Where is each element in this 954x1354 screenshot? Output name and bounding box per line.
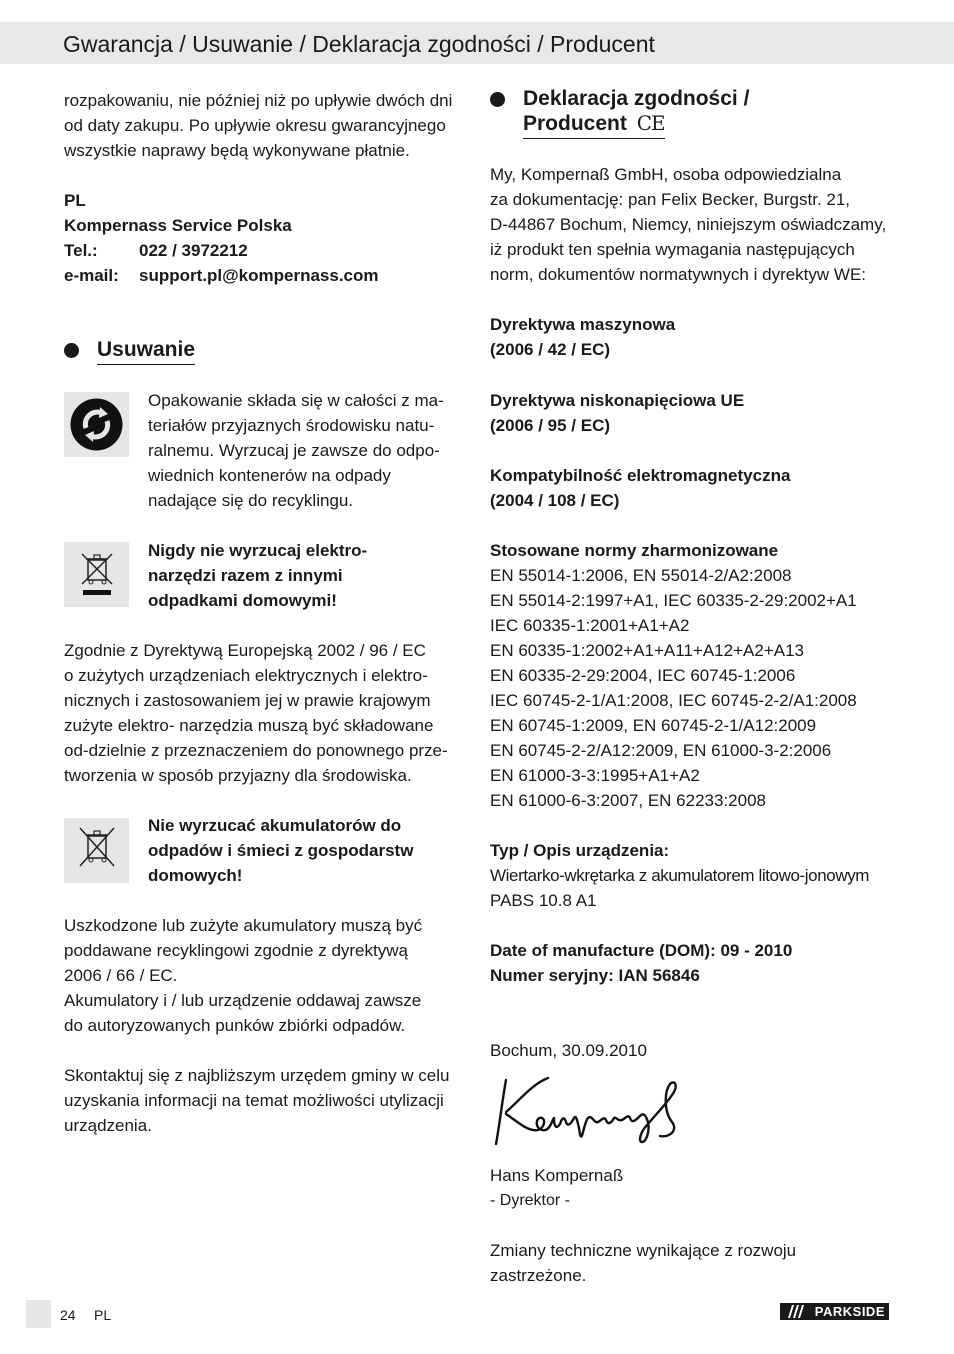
- brand-name: PARKSIDE: [814, 1304, 885, 1319]
- signer-name: Hans Kompernaß: [490, 1166, 624, 1185]
- tel-label: Tel.:: [64, 241, 98, 260]
- serial-number: Numer seryjny: IAN 56846: [490, 966, 700, 985]
- email-value[interactable]: support.pl@kompernass.com: [139, 266, 379, 285]
- declaration-heading-block: [523, 86, 749, 139]
- text-line: 2006 / 66 / EC.: [64, 966, 178, 985]
- text-line: tworzenia w sposób przyjazny dla środowiska.: [64, 766, 412, 785]
- text-line: Dyrektywa maszynowa: [490, 315, 676, 334]
- page-title: Gwarancja / Usuwanie / Deklaracja zgodności / Producent: [63, 31, 655, 57]
- declaration-heading-line1: Deklaracja zgodności /: [523, 87, 750, 110]
- text-line: zastrzeżone.: [490, 1266, 587, 1285]
- text-line: Nigdy nie wyrzucaj elektro-: [148, 541, 368, 560]
- text-line: domowych!: [148, 866, 243, 885]
- directive-emc: [490, 463, 910, 513]
- text-line: Nie wyrzucać akumulatorów do: [148, 816, 402, 835]
- directive-text: [64, 638, 464, 788]
- crossed-bin-icon: [64, 542, 129, 607]
- type-description: Wiertarko-wkrętarka z akumulatorem litowo-jonowym: [490, 866, 870, 885]
- type-model: PABS 10.8 A1: [490, 891, 597, 910]
- norm-line: EN 55014-1:2006, EN 55014-2/A2:2008: [490, 566, 792, 585]
- text-line: (2006 / 95 / EC): [490, 416, 611, 435]
- contact-tel: [64, 238, 464, 263]
- text-line: o zużytych urządzeniach elektrycznych i elektro-: [64, 666, 428, 685]
- language-code: PL: [94, 1307, 112, 1323]
- text-line: Zmiany techniczne wynikające z rozwoju: [490, 1241, 797, 1260]
- text-line: narzędzi razem z innymi: [148, 566, 343, 585]
- page-number: 24: [60, 1307, 76, 1323]
- place-date: [490, 1038, 910, 1063]
- text-line: nicznych i zastosowaniem jej w prawie krajowym: [64, 691, 431, 710]
- text-line: Uszkodzone lub zużyte akumulatory muszą być: [64, 916, 423, 935]
- signer-role: - Dyrektor -: [490, 1192, 570, 1209]
- text-line: (2004 / 108 / EC): [490, 491, 620, 510]
- norm-line: EN 60335-1:2002+A1+A11+A12+A2+A13: [490, 641, 804, 660]
- contact-email: [64, 263, 464, 288]
- contact-company: Kompernass Service Polska: [64, 216, 292, 235]
- text-line: Skontaktuj się z najbliższym urzędem gminy w celu: [64, 1066, 450, 1085]
- left-column: [64, 88, 464, 163]
- text-line: iż produkt ten spełnia wymagania następujących: [490, 240, 855, 259]
- text-line: ralnemu. Wyrzucaj je zawsze do odpo-: [148, 441, 440, 460]
- directive-machinery: [490, 312, 910, 362]
- intro-line: od daty zakupu. Po upływie okresu gwarancyjnego: [64, 116, 446, 135]
- battery-warning: [148, 813, 468, 888]
- service-contact: [64, 188, 464, 288]
- footer-marker: [26, 1300, 51, 1328]
- text-line: poddawane recyklingowi zgodnie z dyrektywą: [64, 941, 408, 960]
- packaging-text: [148, 388, 468, 513]
- weee-warning: [148, 538, 468, 613]
- text-line: odpadów i śmieci z gospodarstw: [148, 841, 414, 860]
- text-line: D-44867 Bochum, Niemcy, niniejszym oświadczamy,: [490, 215, 887, 234]
- bullet-icon: [490, 92, 505, 107]
- text-line: nadające się do recyklingu.: [148, 491, 354, 510]
- bullet-icon: [64, 343, 79, 358]
- text-line: odpadkami domowymi!: [148, 591, 337, 610]
- declaration-heading-line2-wrap: [523, 111, 665, 139]
- text-line: do autoryzowanych punków zbiórki odpadów.: [64, 1016, 406, 1035]
- technical-changes: [490, 1238, 910, 1288]
- norm-line: EN 60745-1:2009, EN 60745-2-1/A12:2009: [490, 716, 817, 735]
- declaration-heading-line2: Producent: [523, 112, 627, 135]
- norm-line: EN 55014-2:1997+A1, IEC 60335-2-29:2002+A1: [490, 591, 857, 610]
- intro-line: wszystkie naprawy będą wykonywane płatnie.: [64, 141, 410, 160]
- battery-text: [64, 913, 464, 1038]
- signer: [490, 1163, 910, 1213]
- norm-line: IEC 60335-1:2001+A1+A2: [490, 616, 690, 635]
- text-line: urządzenia.: [64, 1116, 152, 1135]
- usuwanie-heading: [64, 337, 195, 365]
- text-line: Kompatybilność elektromagnetyczna: [490, 466, 791, 485]
- text-line: Zgodnie z Dyrektywą Europejską 2002 / 96 / EC: [64, 641, 426, 660]
- place-date-text: Bochum, 30.09.2010: [490, 1041, 647, 1060]
- text-line: od-dzielnie z przeznaczeniem do ponownego prze-: [64, 741, 448, 760]
- text-line: zużyte elektro- narzędzia muszą być składowane: [64, 716, 434, 735]
- declaration-text: [490, 162, 910, 287]
- usuwanie-heading-text: Usuwanie: [97, 337, 195, 365]
- email-label: e-mail:: [64, 266, 119, 285]
- page-header: [0, 22, 954, 64]
- text-line: norm, dokumentów normatywnych i dyrektyw WE:: [490, 265, 867, 284]
- tel-value: 022 / 3972212: [139, 241, 248, 260]
- text-line: wiednich kontenerów na odpady: [148, 466, 391, 485]
- battery-bin-icon: [64, 818, 129, 883]
- norm-line: IEC 60745-2-1/A1:2008, IEC 60745-2-2/A1:2008: [490, 691, 857, 710]
- norm-line: EN 60745-2-2/A12:2009, EN 61000-3-2:2006: [490, 741, 832, 760]
- text-line: Akumulatory i / lub urządzenie oddawaj zawsze: [64, 991, 422, 1010]
- date-of-manufacture: Date of manufacture (DOM): 09 - 2010: [490, 941, 793, 960]
- intro-line: rozpakowaniu, nie później niż po upływie dwóch dni: [64, 91, 453, 110]
- declaration-heading: [490, 86, 749, 139]
- contact-text: [64, 1063, 464, 1138]
- norm-line: EN 61000-3-3:1995+A1+A2: [490, 766, 700, 785]
- recycling-icon: [64, 392, 129, 457]
- ce-mark-icon: CE: [636, 111, 665, 135]
- parkside-logo: [780, 1303, 889, 1320]
- norms-block: [490, 538, 910, 813]
- text-line: teriałów przyjaznych środowisku natu-: [148, 416, 435, 435]
- text-line: uzyskania informacji na temat możliwości utylizacji: [64, 1091, 444, 1110]
- logo-stripes-icon: [784, 1303, 808, 1320]
- text-line: Dyrektywa niskonapięciowa UE: [490, 391, 745, 410]
- text-line: My, Kompernaß GmbH, osoba odpowiedzialna: [490, 165, 842, 184]
- norm-line: EN 60335-2-29:2004, IEC 60745-1:2006: [490, 666, 796, 685]
- text-line: Opakowanie składa się w całości z ma-: [148, 391, 444, 410]
- signature: [488, 1072, 688, 1152]
- directive-low-voltage: [490, 388, 910, 438]
- norm-line: EN 61000-6-3:2007, EN 62233:2008: [490, 791, 766, 810]
- manufacture-info: [490, 938, 910, 988]
- norms-heading: Stosowane normy zharmonizowane: [490, 541, 779, 560]
- device-type: [490, 838, 910, 913]
- type-heading: Typ / Opis urządzenia:: [490, 841, 670, 860]
- contact-country: PL: [64, 191, 86, 210]
- text-line: (2006 / 42 / EC): [490, 340, 611, 359]
- text-line: za dokumentację: pan Felix Becker, Burgstr. 21,: [490, 190, 851, 209]
